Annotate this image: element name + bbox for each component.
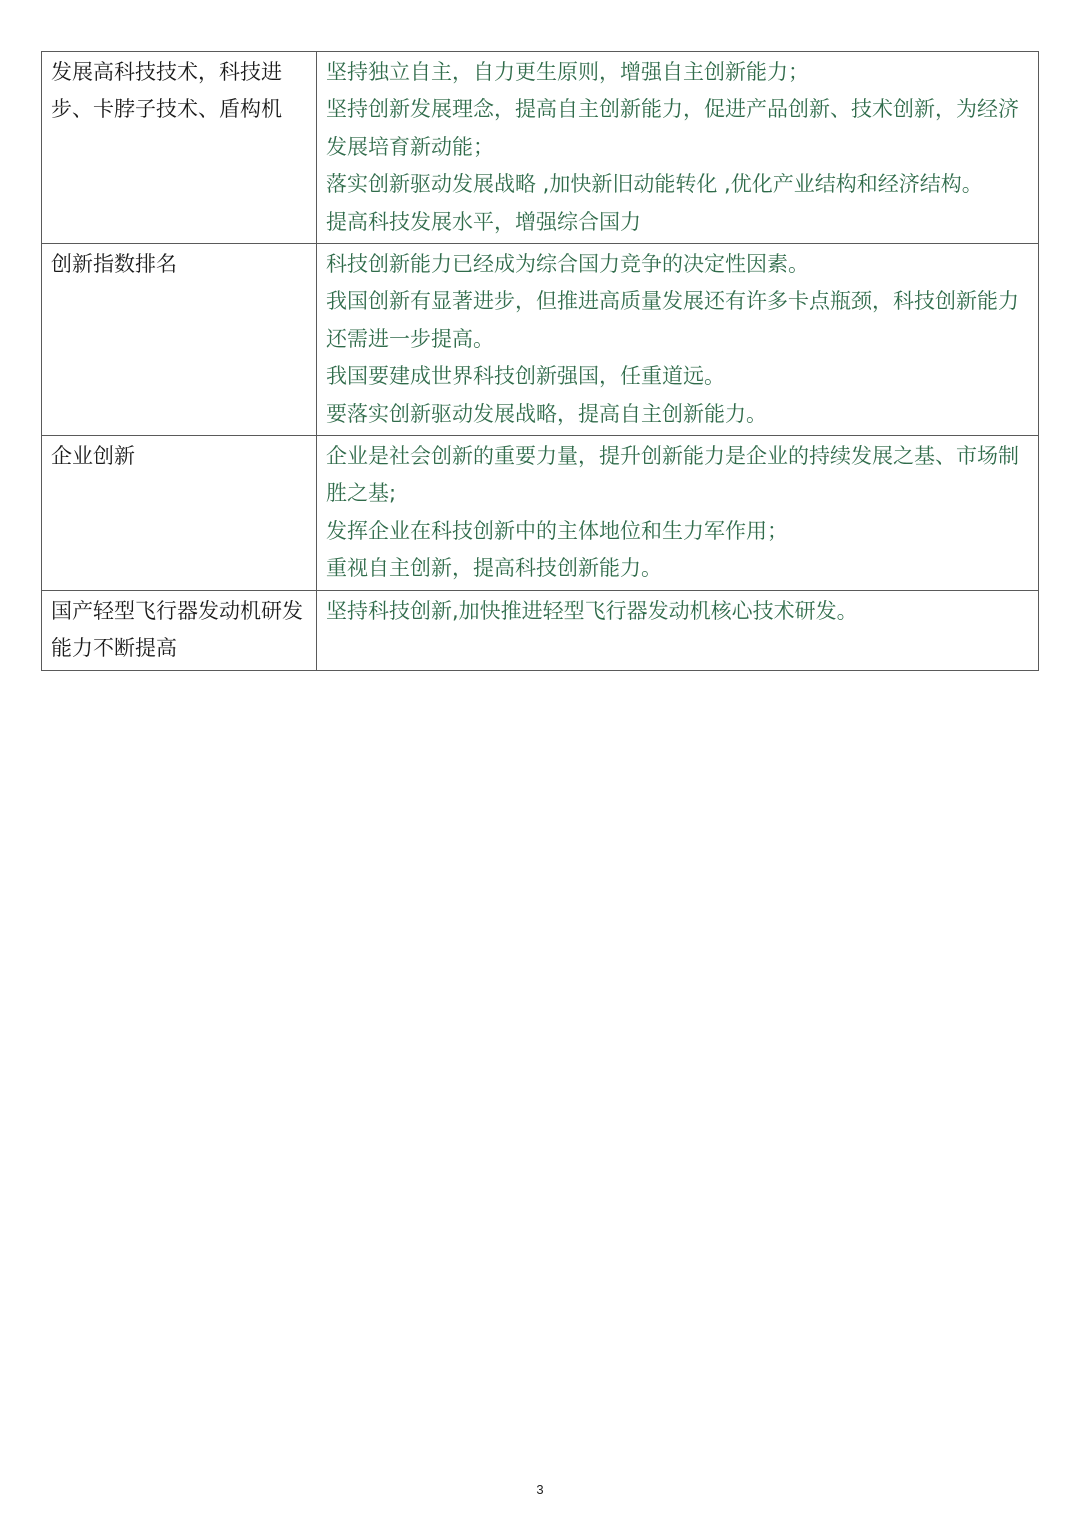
table-row bbox=[42, 244, 1039, 436]
points-cell bbox=[317, 244, 1039, 436]
topic-cell bbox=[42, 244, 317, 436]
point-line: 我国要建成世界科技创新强国，任重道远。 bbox=[326, 364, 725, 389]
topic-cell bbox=[42, 52, 317, 244]
table-row bbox=[42, 436, 1039, 591]
table-row bbox=[42, 590, 1039, 670]
topic-text: 企业创新 bbox=[51, 444, 135, 469]
point-line: 重视自主创新，提高科技创新能力。 bbox=[326, 556, 662, 581]
point-line: 要落实创新驱动发展战略，提高自主创新能力。 bbox=[326, 401, 767, 426]
point-line: 坚持科技创新,加快推进轻型飞行器发动机核心技术研发。 bbox=[326, 598, 858, 623]
points-cell bbox=[317, 436, 1039, 591]
topic-text: 创新指数排名 bbox=[51, 252, 177, 277]
content-table bbox=[41, 51, 1039, 671]
point-line: 我国创新有显著进步，但推进高质量发展还有许多卡点瓶颈，科技创新能力还需进一步提高。 bbox=[326, 289, 1019, 351]
point-line: 科技创新能力已经成为综合国力竞争的决定性因素。 bbox=[326, 252, 809, 277]
points-cell bbox=[317, 52, 1039, 244]
page-number: 3 bbox=[536, 1482, 544, 1497]
topic-cell bbox=[42, 590, 317, 670]
points-cell bbox=[317, 590, 1039, 670]
table-row bbox=[42, 52, 1039, 244]
point-line: 坚持独立自主，自力更生原则，增强自主创新能力； bbox=[326, 60, 809, 84]
point-line: 提高科技发展水平，增强综合国力 bbox=[326, 209, 641, 234]
point-line: 落实创新驱动发展战略 ,加快新旧动能转化 ,优化产业结构和经济结构。 bbox=[326, 172, 983, 197]
point-line: 发挥企业在科技创新中的主体地位和生力军作用； bbox=[326, 518, 788, 543]
topic-text: 发展高科技技术，科技进步、卡脖子技术、盾构机 bbox=[51, 60, 282, 122]
topic-cell bbox=[42, 436, 317, 591]
point-line: 坚持创新发展理念，提高自主创新能力，促进产品创新、技术创新，为经济发展培育新动能； bbox=[326, 97, 1019, 159]
point-line: 企业是社会创新的重要力量，提升创新能力是企业的持续发展之基、市场制胜之基; bbox=[326, 444, 1019, 506]
topic-text: 国产轻型飞行器发动机研发能力不断提高 bbox=[51, 598, 303, 661]
